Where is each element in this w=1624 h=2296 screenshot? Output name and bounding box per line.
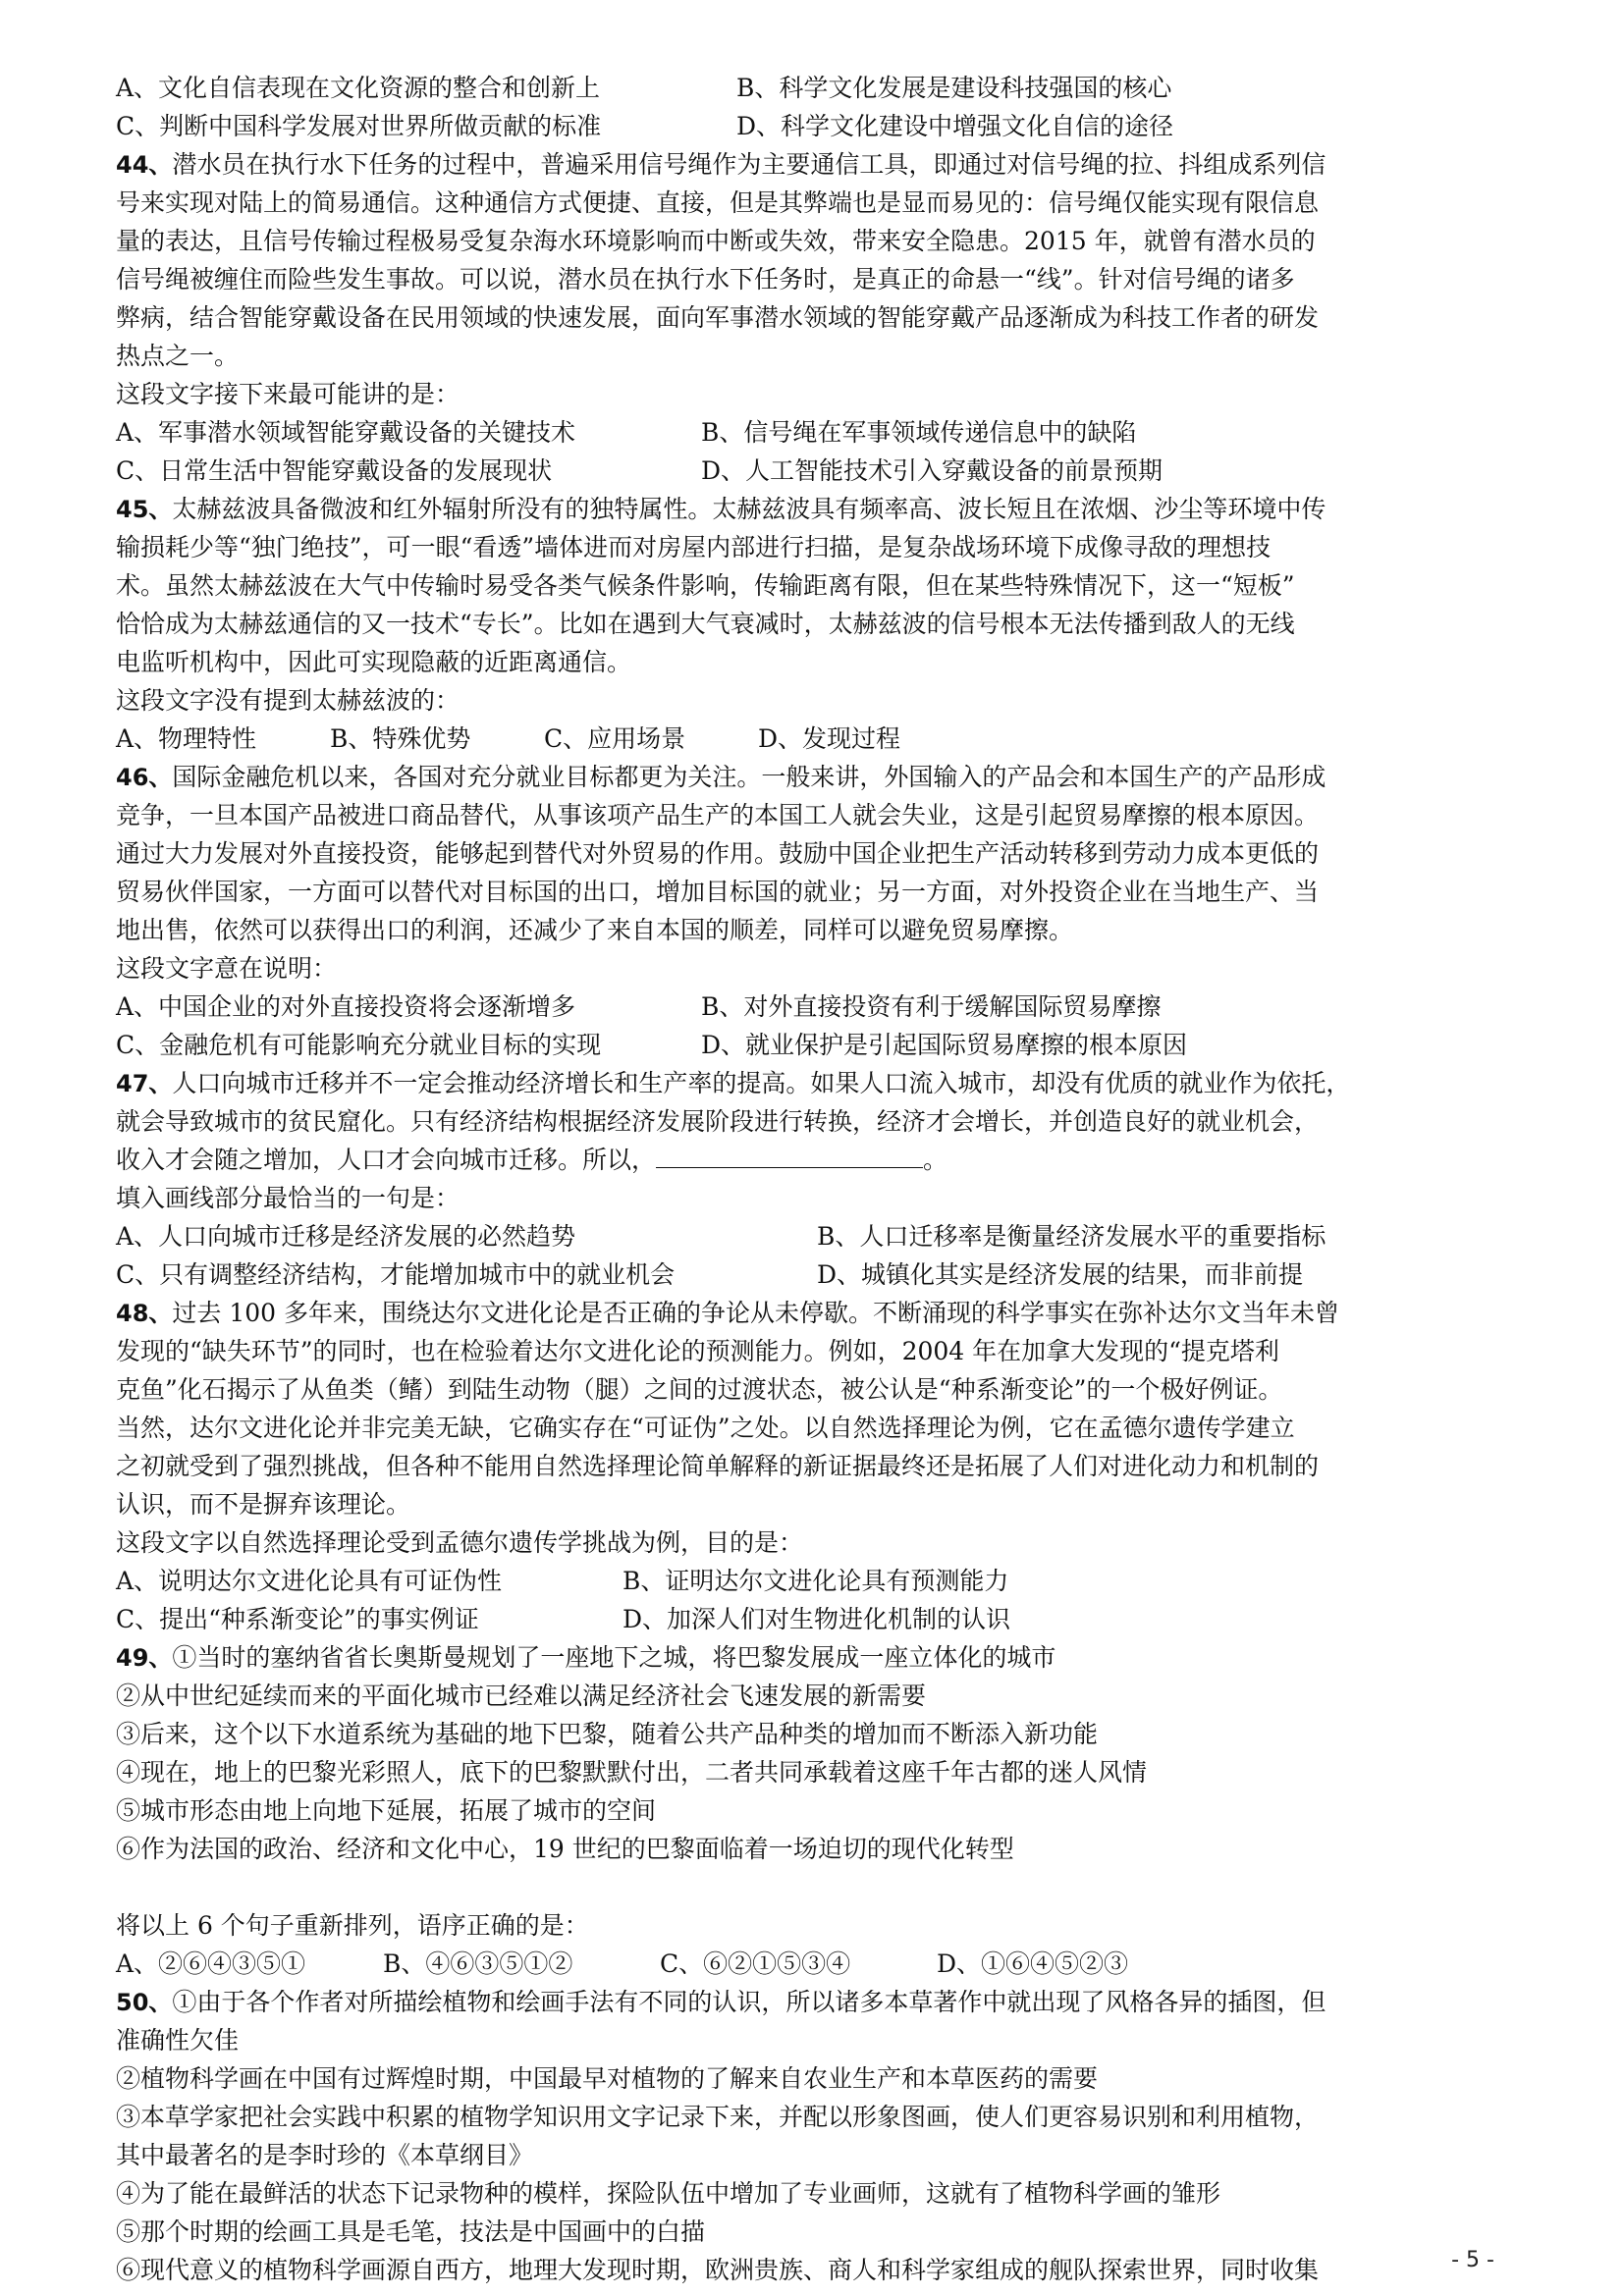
q50-line-4: ③本草学家把社会实践中积累的植物学知识用文字记录下来，并配以形象图画，使人们更容易识别和利用植物，	[116, 2103, 1320, 2131]
q44-line-1	[116, 145, 1522, 184]
q45-options	[116, 720, 1522, 758]
q44-option-a: A、军事潜水领域智能穿戴设备的关键技术	[116, 418, 576, 447]
q48-line-5: 之初就受到了强烈挑战，但各种不能用自然选择理论简单解释的新证据最终还是拓展了人们对进化动力和机制的	[116, 1452, 1320, 1480]
q44-options-row-2	[116, 452, 1522, 490]
q50-line-5: 其中最著名的是李时珍的《本草纲目》	[116, 2141, 534, 2169]
q48-text: 过去 100 多年来，围绕达尔文进化论是否正确的争论从未停歇。不断涌现的科学事实在弥补达尔文当年未曾	[172, 1299, 1340, 1327]
q48-option-a: A、说明达尔文进化论具有可证伪性	[116, 1567, 503, 1595]
q46-option-d: D、就业保护是引起国际贸易摩擦的根本原因	[701, 1031, 1188, 1059]
q45-option-a: A、物理特性	[116, 724, 257, 753]
q44-line-6: 热点之一。	[116, 342, 240, 370]
q46-line-2: 竞争，一旦本国产品被进口商品替代，从事该项产品生产的本国工人就会失业，这是引起贸易摩擦的根本原因。	[116, 801, 1320, 829]
q50-line-3: ②植物科学画在中国有过辉煌时期，中国最早对植物的了解来自农业生产和本草医药的需要	[116, 2064, 1099, 2093]
q43-option-c: C、判断中国科学发展对世界所做贡献的标准	[116, 112, 602, 140]
q45-text: 太赫兹波具备微波和红外辐射所没有的独特属性。太赫兹波具有频率高、波长短且在浓烟、沙尘等环境中传	[172, 495, 1326, 523]
q48-line-2: 发现的“缺失环节”的同时，也在检验着达尔文进化论的预测能力。例如，2004 年在加拿大发现的“提克塔利	[116, 1337, 1279, 1365]
q47-answer-blank	[656, 1144, 923, 1168]
q46-line-4: 贸易伙伴国家，一方面可以替代对目标国的出口，增加目标国的就业；另一方面，对外投资企业在当地生产、当	[116, 878, 1320, 906]
q49-options	[116, 1945, 1522, 1983]
q45-option-b: B、特殊优势	[330, 724, 471, 753]
q46-option-c: C、金融危机有可能影响充分就业目标的实现	[116, 1031, 602, 1059]
exam-page	[116, 69, 1522, 2289]
q47-options-row-1	[116, 1217, 1522, 1255]
q47-option-d: D、城镇化其实是经济发展的结果，而非前提	[817, 1260, 1304, 1289]
q46-line-1	[116, 758, 1522, 796]
q46-option-b: B、对外直接投资有利于缓解国际贸易摩擦	[701, 992, 1162, 1021]
q48-options-row-1	[116, 1562, 1522, 1600]
q47-option-a: A、人口向城市迁移是经济发展的必然趋势	[116, 1222, 576, 1251]
q43-options-row-2	[116, 107, 1522, 145]
q48-line-4: 当然，达尔文进化论并非完美无缺，它确实存在“可证伪”之处。以自然选择理论为例，它在孟德尔遗传学建立	[116, 1414, 1295, 1442]
q44-text: 潜水员在执行水下任务的过程中，普遍采用信号绳作为主要通信工具，即通过对信号绳的拉、抖组成系列信	[172, 150, 1326, 179]
q44-option-c: C、日常生活中智能穿戴设备的发展现状	[116, 456, 553, 485]
q50-number: 50、	[116, 1989, 173, 2016]
q47-text-before-blank: 收入才会随之增加，人口才会向城市迁移。所以，	[116, 1146, 657, 1174]
q49-option-b: B、④⑥③⑤①②	[383, 1949, 573, 1978]
q46-line-5: 地出售，依然可以获得出口的利润，还减少了来自本国的顺差，同样可以避免贸易摩擦。	[116, 916, 1074, 944]
q45-number: 45、	[116, 496, 173, 523]
q49-sentence-1: ①当时的塞纳省省长奥斯曼规划了一座地下之城，将巴黎发展成一座立体化的城市	[172, 1643, 1056, 1672]
q46-option-a: A、中国企业的对外直接投资将会逐渐增多	[116, 992, 576, 1021]
q44-line-4: 信号绳被缠住而险些发生事故。可以说，潜水员在执行水下任务时，是真正的命悬一“线”。针对信号绳的诸多	[116, 265, 1295, 294]
q47-text: 人口向城市迁移并不一定会推动经济增长和生产率的提高。如果人口流入城市，却没有优质的就业作为依托，	[172, 1069, 1351, 1097]
q46-question: 这段文字意在说明：	[116, 954, 338, 983]
q49-line-1	[116, 1638, 1522, 1677]
q48-option-c: C、提出“种系渐变论”的事实例证	[116, 1605, 479, 1633]
q46-number: 46、	[116, 764, 173, 791]
q47-option-c: C、只有调整经济结构，才能增加城市中的就业机会	[116, 1260, 676, 1289]
q43-option-b: B、科学文化发展是建设科技强国的核心	[736, 74, 1172, 102]
q47-line-3	[116, 1141, 1522, 1179]
q48-option-b: B、证明达尔文进化论具有预测能力	[623, 1567, 1009, 1595]
q50-line-2: 准确性欠佳	[116, 2026, 240, 2055]
q46-line-3: 通过大力发展对外直接投资，能够起到替代对外贸易的作用。鼓励中国企业把生产活动转移到劳动力成本更低的	[116, 839, 1320, 868]
q45-option-d: D、发现过程	[758, 724, 901, 753]
q48-line-3: 克鱼”化石揭示了从鱼类（鳍）到陆生动物（腿）之间的过渡状态，被公认是“种系渐变论”的一个极好例证。	[116, 1375, 1283, 1404]
q44-option-d: D、人工智能技术引入穿戴设备的前景预期	[701, 456, 1164, 485]
q47-options-row-2	[116, 1255, 1522, 1294]
q45-line-2: 输损耗少等“独门绝技”，可一眼“看透”墙体进而对房屋内部进行扫描，是复杂战场环境下成像寻敌的理想技	[116, 533, 1272, 561]
q48-line-6: 认识，而不是摒弃该理论。	[116, 1490, 411, 1519]
q50-line-7: ⑤那个时期的绘画工具是毛笔，技法是中国画中的白描	[116, 2217, 706, 2246]
q47-text-after-blank: 。	[923, 1146, 948, 1174]
q44-line-3: 量的表达，且信号传输过程极易受复杂海水环境影响而中断或失效，带来安全隐患。2015 年，就曾有潜水员的	[116, 227, 1316, 255]
q49-question: 将以上 6 个句子重新排列，语序正确的是：	[116, 1911, 589, 1940]
q50-line-6: ④为了能在最鲜活的状态下记录物种的模样，探险队伍中增加了专业画师，这就有了植物科学画的雏形	[116, 2179, 1221, 2208]
page-number: - 5 -	[1451, 2248, 1494, 2272]
q44-line-2: 号来实现对陆上的简易通信。这种通信方式便捷、直接，但是其弊端也是显而易见的：信号绳仅能实现有限信息	[116, 188, 1320, 217]
q45-line-5: 电监听机构中，因此可实现隐蔽的近距离通信。	[116, 648, 632, 676]
q46-options-row-2	[116, 1026, 1522, 1064]
q45-option-c: C、应用场景	[544, 724, 686, 753]
q49-option-d: D、①⑥④⑤②③	[937, 1949, 1129, 1978]
q48-line-1	[116, 1294, 1522, 1332]
q48-question: 这段文字以自然选择理论受到孟德尔遗传学挑战为例，目的是：	[116, 1528, 804, 1557]
q43-option-d: D、科学文化建设中增强文化自信的途径	[736, 112, 1174, 140]
q45-line-4: 恰恰成为太赫兹通信的又一技术“专长”。比如在遇到大气衰减时，太赫兹波的信号根本无法传播到敌人的无线	[116, 610, 1295, 638]
q50-line-1	[116, 1983, 1522, 2021]
q46-options-row-1	[116, 988, 1522, 1026]
q43-options-row-1	[116, 69, 1522, 107]
q49-option-c: C、⑥②①⑤③④	[660, 1949, 851, 1978]
q50-sentence-1: ①由于各个作者对所描绘植物和绘画手法有不同的认识，所以诸多本草著作中就出现了风格各异的插图，但	[172, 1988, 1326, 2016]
q44-question: 这段文字接下来最可能讲的是：	[116, 380, 460, 408]
q44-option-b: B、信号绳在军事领域传递信息中的缺陷	[701, 418, 1137, 447]
q43-option-a: A、文化自信表现在文化资源的整合和创新上	[116, 74, 601, 102]
q44-line-5: 弊病，结合智能穿戴设备在民用领域的快速发展，面向军事潜水领域的智能穿戴产品逐渐成为科技工作者的研发	[116, 303, 1320, 332]
q49-sentence-2: ②从中世纪延续而来的平面化城市已经难以满足经济社会飞速发展的新需要	[116, 1682, 927, 1710]
q48-number: 48、	[116, 1300, 173, 1327]
q49-sentence-5: ⑤城市形态由地上向地下延展，拓展了城市的空间	[116, 1796, 657, 1825]
q45-line-1	[116, 490, 1522, 528]
q50-line-8: ⑥现代意义的植物科学画源自西方，地理大发现时期，欧洲贵族、商人和科学家组成的舰队探索世界，同时收集	[116, 2256, 1320, 2284]
q49-sentence-3: ③后来，这个以下水道系统为基础的地下巴黎，随着公共产品种类的增加而不断添入新功能	[116, 1720, 1099, 1748]
q49-number: 49、	[116, 1644, 173, 1672]
q46-text: 国际金融危机以来，各国对充分就业目标都更为关注。一般来讲，外国输入的产品会和本国生产的产品形成	[172, 763, 1326, 791]
q45-question: 这段文字没有提到太赫兹波的：	[116, 686, 460, 715]
q45-line-3: 术。虽然太赫兹波在大气中传输时易受各类气候条件影响，传输距离有限，但在某些特殊情况下，这一“短板”	[116, 571, 1295, 600]
q48-option-d: D、加深人们对生物进化机制的认识	[623, 1605, 1011, 1633]
q44-number: 44、	[116, 151, 173, 179]
q47-line-1	[116, 1064, 1522, 1102]
q49-option-a: A、②⑥④③⑤①	[116, 1949, 306, 1978]
q47-line-2: 就会导致城市的贫民窟化。只有经济结构根据经济发展阶段进行转换，经济才会增长，并创造良好的就业机会，	[116, 1107, 1320, 1136]
q49-sentence-6: ⑥作为法国的政治、经济和文化中心，19 世纪的巴黎面临着一场迫切的现代化转型	[116, 1835, 1014, 1863]
q44-options-row-1	[116, 413, 1522, 452]
q47-option-b: B、人口迁移率是衡量经济发展水平的重要指标	[817, 1222, 1326, 1251]
q49-sentence-7	[116, 1868, 1522, 1906]
q47-number: 47、	[116, 1070, 173, 1097]
q49-sentence-4: ④现在，地上的巴黎光彩照人，底下的巴黎默默付出，二者共同承载着这座千年古都的迷人风情	[116, 1758, 1148, 1787]
q47-question: 填入画线部分最恰当的一句是：	[116, 1184, 460, 1212]
q48-options-row-2	[116, 1600, 1522, 1638]
